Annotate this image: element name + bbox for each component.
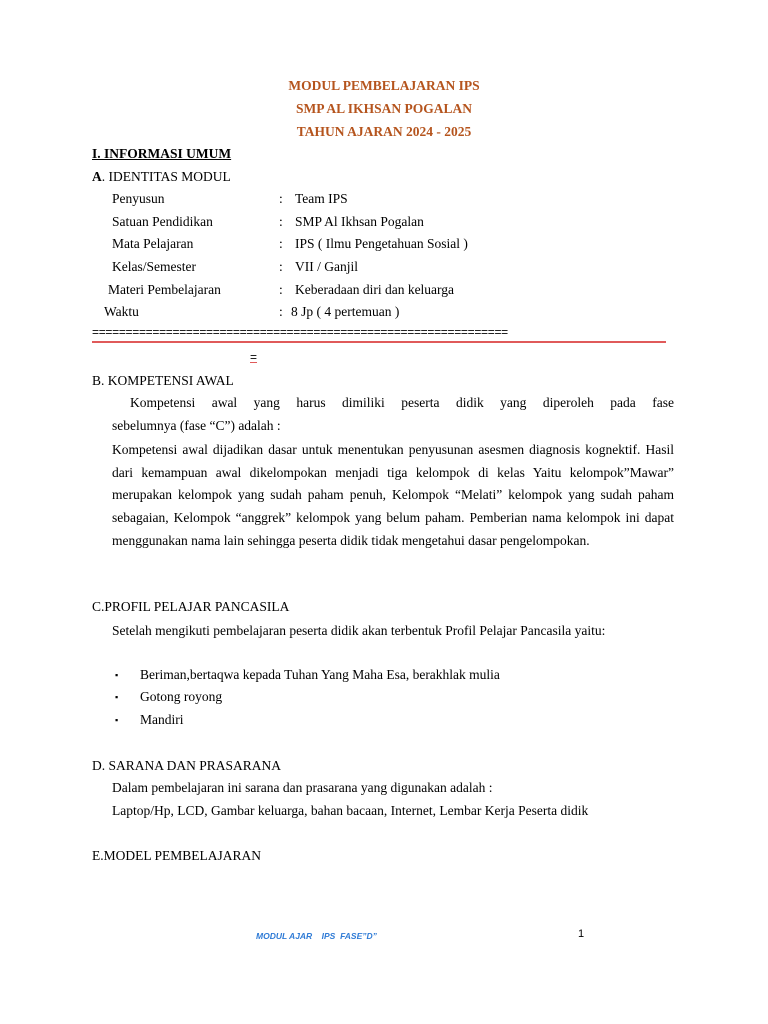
- row-value-penyusun: Team IPS: [295, 191, 348, 206]
- academic-year: TAHUN AJARAN 2024 - 2025: [296, 124, 472, 139]
- section-b-para2: Kompetensi awal dijadikan dasar untuk menentukan penyusunan asesmen diagnosis kognektif. Hasil dari kemampuan awal dikelompokan menjadi tiga kelompok di kelas Yaitu kelompok”Mawar” merupakan kelompok yang sudah paham penuh, Kelompok “Melati” kelompok yang sudah paham sebagaian, Kelompok “anggrek” kelompok yang belum paham. Pemberian nama kelompok ini dapat menggunakan nama lain sehingga peserta didik tidak mengetahui dasar pengelompokan.: [112, 442, 674, 548]
- list-item: Gotong royong: [140, 689, 223, 704]
- section-d-line1: Dalam pembelajaran ini sarana dan prasarana yang digunakan adalah :: [112, 780, 493, 795]
- section-b-heading: B. KOMPETENSI AWAL: [92, 373, 234, 388]
- identitas-modul-heading: [92, 169, 231, 185]
- section-b-para1: Kompetensi awal yang harus dimiliki peserta didik yang diperoleh pada fase: [130, 395, 674, 410]
- school-name: SMP AL IKHSAN POGALAN: [296, 101, 472, 116]
- footer-text: MODUL AJAR IPS FASE”D”: [256, 931, 377, 941]
- row-label-mapel: Mata Pelajaran: [112, 236, 194, 251]
- identitas-prefix: A: [92, 169, 102, 184]
- section-d-line2: Laptop/Hp, LCD, Gambar keluarga, bahan bacaan, Internet, Lembar Kerja Peserta didik: [112, 803, 589, 818]
- section-e-heading: E.MODEL PEMBELAJARAN: [92, 848, 262, 863]
- row-value-mapel: IPS ( Ilmu Pengetahuan Sosial ): [295, 236, 468, 251]
- row-colon: :: [279, 191, 283, 206]
- page-number: 1: [578, 928, 585, 940]
- row-label-satuan: Satuan Pendidikan: [112, 214, 213, 229]
- row-colon: :: [279, 282, 283, 297]
- section-d-heading: D. SARANA DAN PRASARANA: [92, 758, 282, 773]
- row-value-materi: Keberadaan diri dan keluarga: [295, 282, 455, 297]
- row-label-kelas: Kelas/Semester: [112, 259, 196, 274]
- row-colon: :: [279, 259, 283, 274]
- row-label-materi: Materi Pembelajaran: [108, 282, 221, 297]
- row-value-waktu: 8 Jp ( 4 pertemuan ): [291, 304, 400, 319]
- section-informasi-umum-heading: I. INFORMASI UMUM: [92, 146, 232, 161]
- bullet-icon: ▪: [115, 715, 119, 725]
- bullet-icon: ▪: [115, 670, 119, 680]
- bullet-icon: ▪: [115, 692, 119, 702]
- separator-line: ==============================================================: [92, 325, 508, 339]
- doc-title: MODUL PEMBELAJARAN IPS: [288, 78, 480, 93]
- list-item: Mandiri: [140, 712, 184, 727]
- row-label-penyusun: Penyusun: [112, 191, 165, 206]
- row-colon: :: [279, 304, 283, 319]
- section-c-para: Setelah mengikuti pembelajaran peserta didik akan terbentuk Profil Pelajar Pancasila yaitu:: [112, 623, 606, 638]
- row-value-satuan: SMP Al Ikhsan Pogalan: [295, 214, 424, 229]
- row-colon: :: [279, 214, 283, 229]
- list-item: Beriman,bertaqwa kepada Tuhan Yang Maha Esa, berakhlak mulia: [140, 667, 500, 682]
- section-c-heading: C.PROFIL PELAJAR PANCASILA: [92, 599, 290, 614]
- separator-underline: [92, 341, 666, 343]
- row-colon: :: [279, 236, 283, 251]
- identitas-label: . IDENTITAS MODUL: [101, 169, 231, 184]
- section-b-para1-cont: sebelumnya (fase “C”) adalah :: [112, 418, 281, 433]
- row-value-kelas: VII / Ganjil: [295, 259, 358, 274]
- separator-tail: =: [250, 350, 258, 364]
- row-label-waktu: Waktu: [104, 304, 139, 319]
